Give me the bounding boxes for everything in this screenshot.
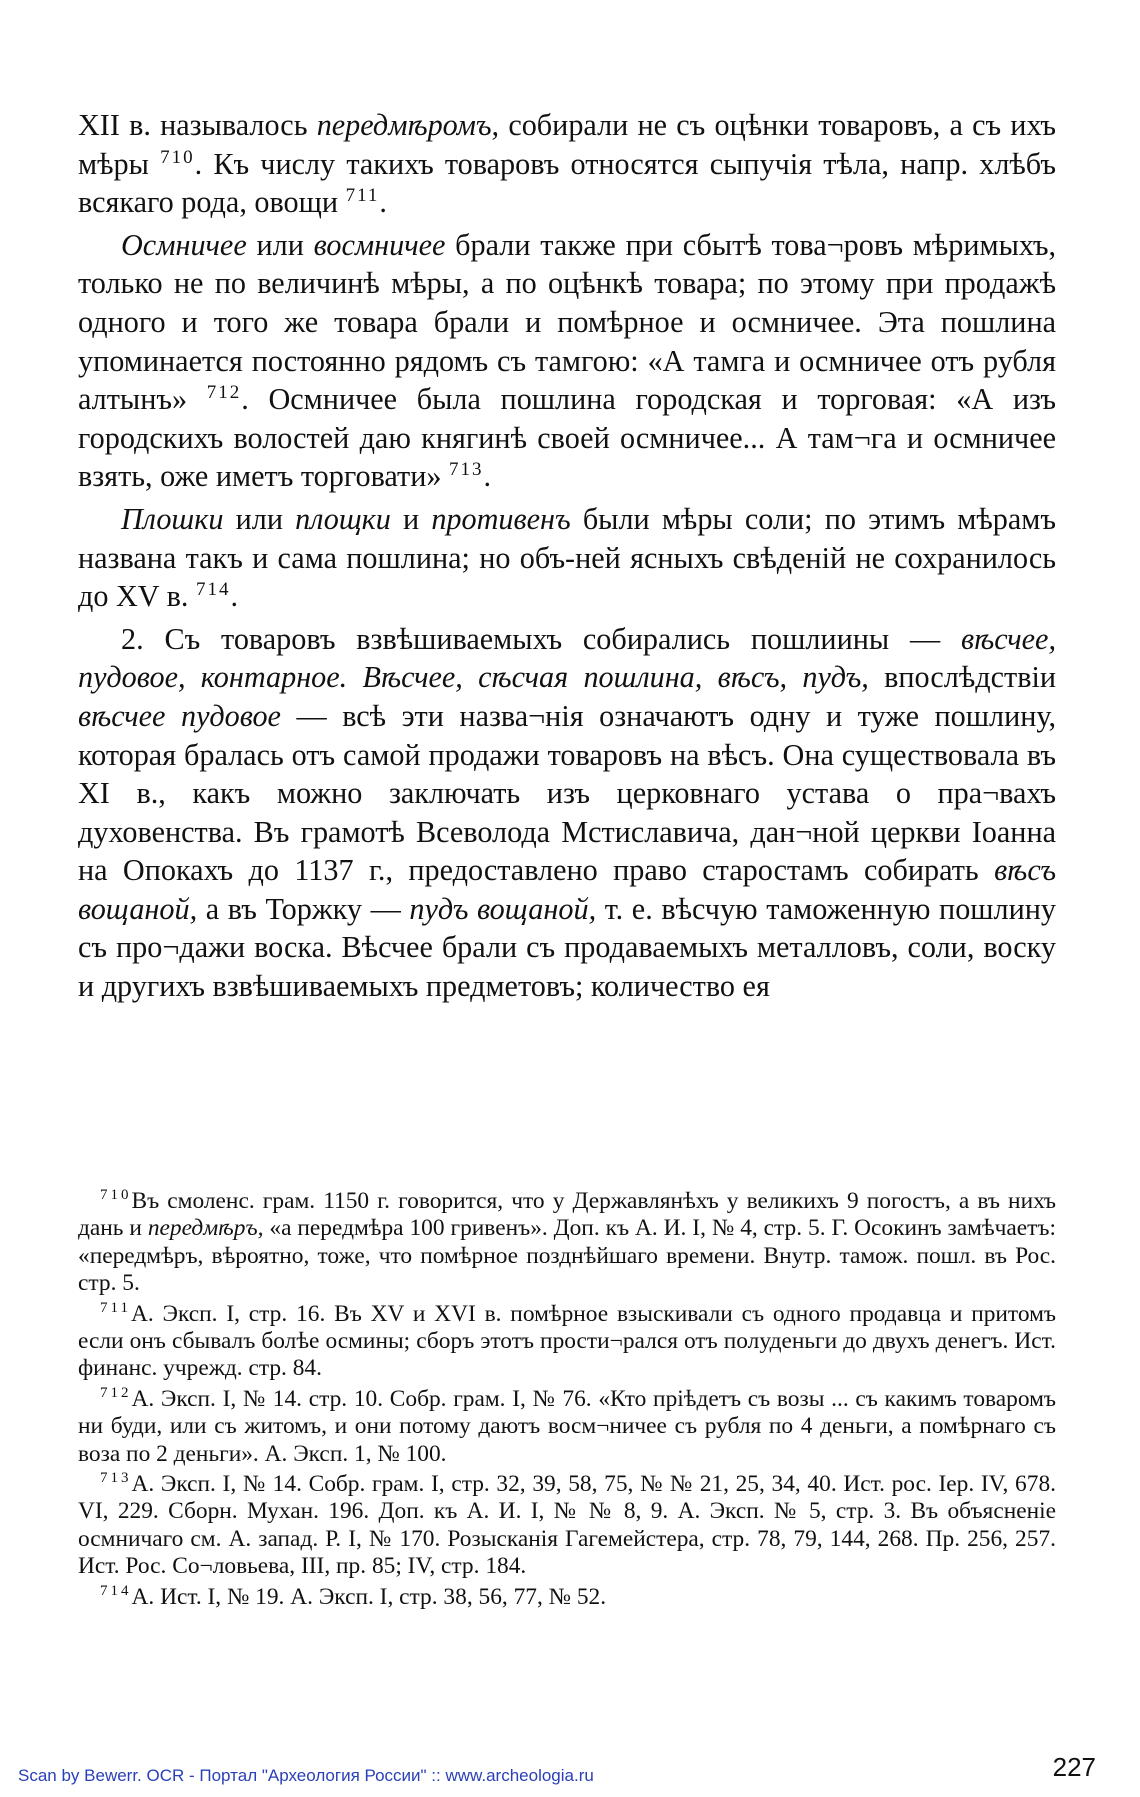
text-run: . Къ числу такихъ товаровъ относятся сыпучія тѣла, напр. хлѣбъ всякаго рода, овощи (78, 146, 1057, 220)
text-run: «а передмѣра 100 гривенъ». Доп. къ А. И. I, № 4, стр. 5. Г. Осокинъ замѣчаетъ: «передмѣръ, вѣроятно, тоже, что помѣрное позднѣйшаго времени. Внутр. тамож. пошл. въ Рос. стр. 5. (78, 1215, 1056, 1297)
footnote (78, 1471, 1056, 1581)
footnote-number: 713 (100, 1470, 132, 1487)
text-run: . Осмничее была пошлина городская и торговая: «А изъ городскихъ волостей даю княгинѣ своей осмничее... А там¬га и осмничее взять, оже иметъ торговати» (78, 382, 1056, 494)
text-run: . (230, 579, 238, 614)
text-run: Въ смоленс. грам. 1150 г. говорится, что у Державлянѣхъ у великихъ 9 погостъ, а въ нихъ дань и (78, 1188, 1056, 1242)
italic-term: восмничее (313, 227, 446, 262)
paragraph (78, 226, 1056, 496)
text-run: — всѣ эти назва¬нія означаютъ одну и туже пошлину, которая бралась отъ самой продажи товаровъ на вѣсъ. Она существовала въ XI в., какъ можно заключать изъ церковнаго устава о пра¬вахъ духовенства. Въ грамотѣ Всеволода Мстиславича, дан¬ной церкви Іоанна на Опокахъ до 1137 г., предоставлено право старостамъ собирать (78, 698, 1056, 888)
footnote-ref: 710 (160, 146, 195, 168)
italic-term: вѣсъ вощаной, (78, 853, 1056, 926)
text-run: а въ Торжку — (197, 891, 410, 926)
paragraph (78, 500, 1056, 616)
footnote-ref: 711 (345, 185, 380, 207)
text-run: 2. Съ товаровъ взвѣшиваемыхъ собирались пошлиины — (121, 621, 962, 656)
text-run: А. Эксп. I, стр. 16. Въ XV и XVI в. помѣрное взыскивали съ одного продавца и притомъ если онъ сбывалъ болѣе осмины; сборъ этотъ прости¬рался отъ полуденьги до двухъ денегъ. Ист. финанс. учрежд. стр. 84. (78, 1300, 1056, 1382)
text-run: или (223, 501, 296, 536)
italic-term: передмѣромъ, (316, 108, 500, 142)
main-text (78, 106, 1056, 1006)
text-run: собирали не съ оцѣнки товаровъ, а съ ихъ мѣры (78, 108, 1057, 181)
footnote (78, 1301, 1056, 1383)
italic-term: противенъ (431, 501, 571, 536)
footnote (78, 1188, 1056, 1298)
italic-term: передмѣръ, (147, 1215, 264, 1242)
italic-term: Плошки (121, 501, 224, 536)
paragraph (78, 106, 1056, 222)
text-run: и (390, 501, 432, 536)
italic-term: вѣсчее, пудовое, контарное. Вѣсчее, сѣсчая пошлина, вѣсъ, пудъ, (78, 621, 1056, 695)
text-run: или (246, 227, 314, 262)
italic-term: вѣсчее пудовое (78, 698, 281, 733)
text-run: были мѣры соли; по этимъ мѣрамъ названа такъ и сама пошлина; но объ-ней ясныхъ свѣденій не сохранилось до XV в. (78, 501, 1056, 614)
footnote-ref: 713 (449, 459, 484, 481)
footnote-number: 710 (100, 1187, 132, 1204)
text-run: А. Эксп. I, № 14. Собр. грам. I, стр. 32, 39, 58, 75, № № 21, 25, 34, 40. Ист. рос. Іер. IV, 678. VI, 229. Сборн. Мухан. 196. Доп. къ А. И. I, № № 8, 9. А. Эксп. № 5, стр. 3. Въ объясненіе осмничаго см. А. запад. Р. I, № 170. Розысканія Гагемейстера, стр. 78, 79, 144, 268. Пр. 256, 257. Ист. Рос. Со¬ловьева, III, пр. 85; IV, стр. 184. (78, 1471, 1056, 1580)
text-run: т. е. вѣсчую таможенную пошлину съ про¬дажи воска. Вѣсчее брали съ продаваемыхъ металловъ, соли, воску и другихъ взвѣшиваемыхъ предметовъ; количество ея (78, 891, 1056, 1004)
italic-term: пудъ вощаной, (409, 891, 597, 926)
footnote-ref: 714 (195, 579, 231, 601)
text-run: брали также при сбытѣ това¬ровъ мѣримыхъ, только не по величинѣ мѣры, а по оцѣнкѣ товара; по этому при продажѣ одного и того же товара брали и помѣрное и осмничее. Эта пошлина упоминается постоянно рядомъ съ тамгою: «А тамга и осмничее отъ рубля алтынъ» (78, 227, 1056, 417)
paragraph (78, 620, 1056, 1006)
footnotes (78, 1188, 1056, 1614)
italic-term: площки (295, 501, 391, 536)
footnote (78, 1386, 1056, 1468)
footnote-ref: 712 (206, 382, 242, 404)
text-run: впослѣдствіи (868, 660, 1056, 695)
italic-term: Осмничее (121, 227, 247, 262)
text-run: А. Ист. I, № 19. А. Эксп. I, стр. 38, 56, 77, № 52. (131, 1583, 607, 1610)
footnote-number: 712 (100, 1385, 132, 1402)
text-run: . (379, 185, 387, 220)
page-body (78, 106, 1056, 1006)
text-run: А. Эксп. I, № 14. стр. 10. Собр. грам. I, № 76. «Кто пріѣдетъ съ возы ... съ какимъ товаромъ ни буди, или съ житомъ, и они потому даютъ восм¬ничее съ рубля по 4 деньги, а помѣрнаго съ воза по 2 деньги». А. Эксп. 1, № 100. (78, 1385, 1056, 1467)
text-run: XII в. называлось (78, 108, 317, 142)
text-run: . (483, 459, 492, 494)
page-number: 227 (1052, 1752, 1096, 1782)
footnote-number: 714 (100, 1582, 132, 1599)
footnote-number: 711 (100, 1299, 131, 1316)
footnote (78, 1584, 1056, 1611)
scan-credit: Scan by Bewerr. OCR - Портал "Археология России" :: www.archeologia.ru (18, 1766, 594, 1785)
